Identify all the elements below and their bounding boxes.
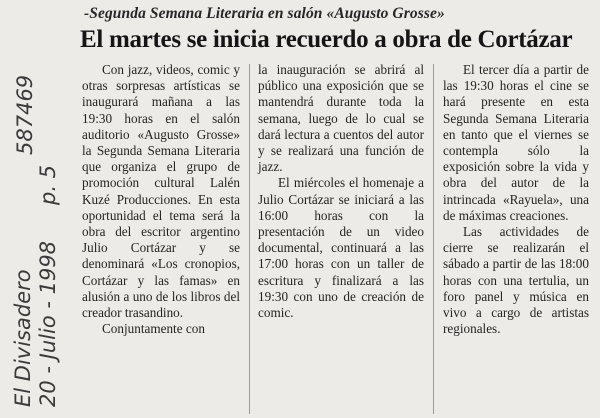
- article-column-1: [82, 62, 240, 337]
- paragraph: Con jazz, videos, comic y otras sorpresas artísticas se inaugurará mañana a las 19:30 horas en el salón auditorio «Augusto Grosse» la Segunda Semana Literaria que organiza el grupo de promoción cultural Lalén Kuzé Producciones. En esta oportunidad el tema será la obra del escritor argentino Julio Cortázar y se denominará «Los cronopios, Cortázar y las famas» en alusión a uno de los libros del creador trasandino.: [82, 62, 240, 321]
- article-kicker: -Segunda Semana Literaria en salón «Augusto Grosse»: [84, 5, 445, 22]
- handwritten-source: El Divisadero: [11, 269, 35, 407]
- column-divider: [249, 64, 250, 414]
- article-column-2: [258, 62, 424, 321]
- paragraph: la inauguración se abrirá al público una exposición que se mantendrá durante toda la semana, luego de lo cual se dará lectura a cuentos del autor y se realizará una función de jazz.: [258, 62, 424, 175]
- handwritten-annotation: [8, 15, 74, 415]
- handwritten-date: 20 - Julio - 1998: [36, 240, 60, 407]
- paragraph: El tercer día a partir de las 19:30 horas el cine se hará presente en esta Segunda Semana Literaria en tanto que el viernes se contempla sólo la exposición sobre la vida y obra del autor de la intrincada «Rayuela», una de máximas creaciones.: [443, 62, 589, 223]
- column-divider: [433, 64, 434, 414]
- handwritten-page: p. 5: [36, 164, 60, 205]
- paragraph: Las actividades de cierre se realizarán el sábado a partir de las 18:00 horas con una tertulia, un foro panel y música en vivo a cargo de artistas regionales.: [443, 224, 589, 337]
- article-column-3: [443, 62, 589, 337]
- handwritten-code: 587469: [13, 74, 37, 155]
- paragraph: Conjuntamente con: [102, 321, 205, 337]
- paragraph: El miércoles el homenaje a Julio Cortázar se iniciará a las 16:00 horas con la presentación de un video documental, continuará a las 17:00 horas con un taller de escritura y finalizará a las 19:30 con uno de creación de comic.: [258, 175, 424, 321]
- article-headline: El martes se inicia recuerdo a obra de Cortázar: [80, 26, 573, 53]
